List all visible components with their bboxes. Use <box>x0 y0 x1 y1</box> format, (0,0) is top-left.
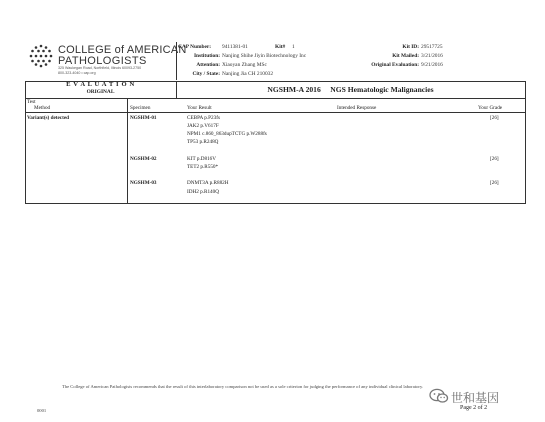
result-line: DNMT3A p.R882H <box>187 180 229 186</box>
original-evaluation-value: 9/21/2016 <box>421 62 443 68</box>
original-evaluation-label: Original Evaluation: <box>371 62 419 68</box>
table-row-grade: [26] <box>490 115 499 121</box>
kit-label: Kit# <box>275 44 286 50</box>
result-line: CEBPA p.P23fs <box>187 115 220 121</box>
attention-value: Xiaoyan Zhang MSc <box>222 62 267 68</box>
table-row-specimen: NGSHM-03 <box>130 180 157 186</box>
city-label: City / State: <box>192 71 220 77</box>
page-code: 0001 <box>37 408 47 413</box>
result-line: TP53 p.R248Q <box>187 139 219 145</box>
evaluation-title: E V A L U A T I O N <box>66 81 135 88</box>
program-title: NGSHM-A 2016 NGS Hematologic Malignancies <box>267 85 434 94</box>
footer-disclaimer: The College of American Pathologists recommends that the result of this interlaboratory comparison not be used as a sole criterion for judging the performance of any individual clinical laboratory. <box>62 384 424 389</box>
results-table <box>25 98 526 204</box>
result-line: TET2 p.R550* <box>187 164 219 170</box>
header-divider <box>176 42 177 80</box>
city-value: Nanjing Jia CH 210032 <box>222 71 274 77</box>
institution-value: Nanjing Shihe Jiyin Biotechnology Inc <box>222 53 307 59</box>
cap-number-label: CAP Number: <box>178 44 212 50</box>
table-row-specimen: NGSHM-02 <box>130 156 157 162</box>
page-number: Page 2 of 2 <box>460 405 488 411</box>
table-header-divider <box>25 112 525 113</box>
cap-number-value: 9411381-01 <box>222 44 248 50</box>
result-line: IDH2 p.R140Q <box>187 189 219 195</box>
wechat-logo-icon <box>429 388 449 404</box>
logo-address: 325 Waukegan Road, Northfield, Illinois 60093-2750 <box>58 66 142 70</box>
attention-label: Attention: <box>196 62 220 68</box>
kit-value: 1 <box>292 44 295 50</box>
logo-phone: 800-323-4040 • cap.org <box>58 71 96 75</box>
evaluation-subtitle: ORIGINAL <box>86 89 115 95</box>
test-name: Variant(s) detected <box>27 115 70 121</box>
col-intended-header: Intended Response <box>337 105 377 111</box>
result-line: JAK2 p.V617F <box>187 123 219 129</box>
table-row-grade: [26] <box>490 180 499 186</box>
col-test-header: Test <box>27 99 36 105</box>
watermark-text: 世和基因 <box>451 391 500 405</box>
kit-mailed-value: 3/21/2016 <box>421 53 443 59</box>
kit-id-value: 29517725 <box>421 44 443 50</box>
col-specimen-header: Specimen <box>130 105 151 111</box>
cap-logo-icon <box>29 44 53 68</box>
kit-id-label: Kit ID: <box>402 44 419 50</box>
kit-mailed-label: Kit Mailed: <box>392 53 419 59</box>
logo-line2: PATHOLOGISTS <box>58 55 147 67</box>
col-method-header: Method <box>34 105 51 111</box>
col-grade-header: Your Grade <box>478 105 503 111</box>
col-result-header: Your Result <box>187 105 212 111</box>
logo-line1: COLLEGE of AMERICAN <box>58 44 187 56</box>
result-line: NPM1 c.860_863dupTCTG p.W288fs <box>187 131 267 137</box>
institution-label: Institution: <box>193 53 220 59</box>
table-column-divider <box>127 98 128 203</box>
table-row-specimen: NGSHM-01 <box>130 115 157 121</box>
result-line: KIT p.D816V <box>187 156 217 162</box>
table-row-grade: [26] <box>490 156 499 162</box>
